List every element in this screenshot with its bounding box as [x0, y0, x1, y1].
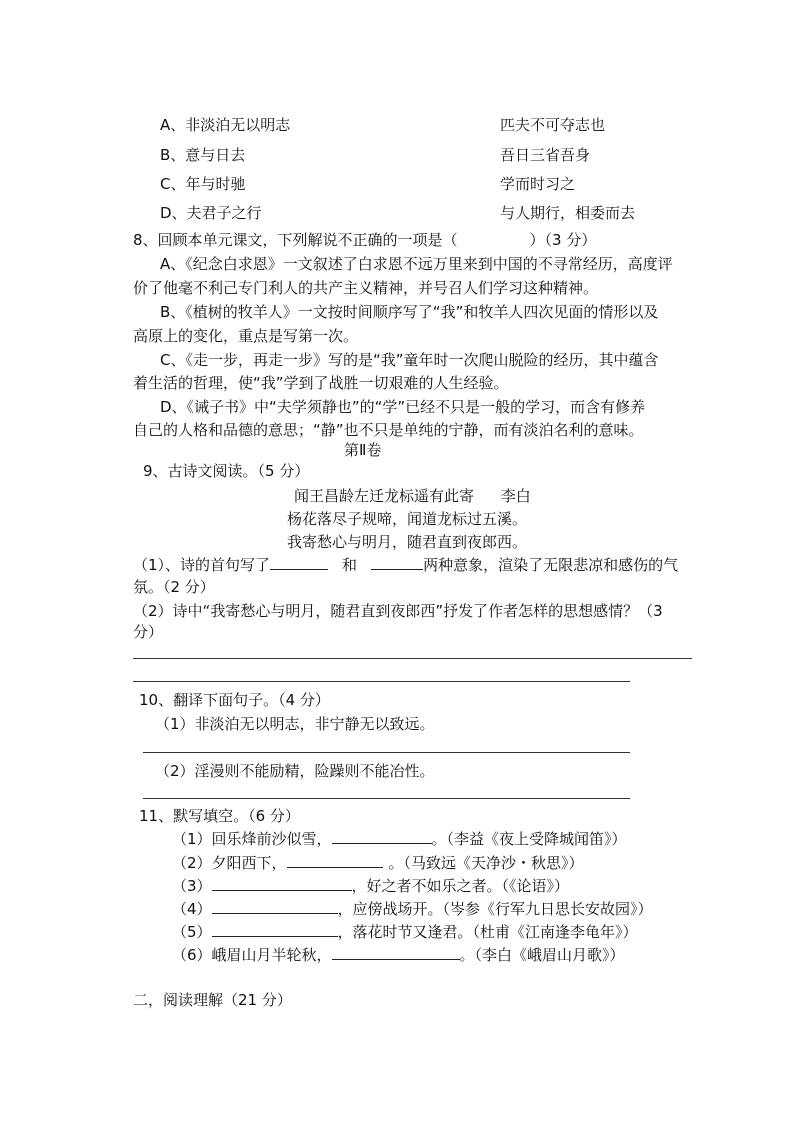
q8-option-a-line1: A、《纪念白求恩》一文叙述了白求恩不远万里来到中国的不寻常经历，高度评	[160, 255, 673, 273]
q11-line-6	[172, 945, 625, 965]
q11-line-2-suffix: 。（马致远《天净沙・秋思》）	[388, 854, 584, 872]
q11-blank-3[interactable]	[212, 876, 352, 891]
q8-option-a-line2: 价了他毫不利己专门利人的共产主义精神，并号召人们学习这种精神。	[133, 279, 599, 297]
q8-option-b-line2: 高原上的变化，重点是写第一次。	[133, 327, 359, 345]
q7-option-c-right: 学而时习之	[500, 175, 576, 193]
q11-line-1-suffix: 。（李益《夜上受降城闻笛》）	[431, 830, 627, 848]
q11-blank-1[interactable]	[332, 829, 432, 844]
q11-line-3-prefix: （3）	[172, 877, 212, 895]
q9-sub1-text: （1）、诗的首句写了	[133, 556, 271, 574]
q9-blank-2[interactable]	[371, 555, 423, 570]
part2-title: 二，阅读理解（21 分）	[133, 991, 292, 1009]
q10-stem: 10、翻译下面句子。（4 分）	[139, 691, 330, 709]
q7-option-a-right: 匹夫不可夺志也	[500, 116, 606, 134]
q8-option-c-line1: C、《走一步，再走一步》写的是“我”童年时一次爬山脱险的经历，其中蕴含	[160, 351, 659, 369]
section-title: 第Ⅱ卷	[344, 441, 382, 459]
q11-line-5-suffix: ，落花时节又逢君。（杜甫《江南逢李龟年》）	[337, 923, 638, 941]
q8-stem	[133, 230, 596, 250]
q11-blank-2[interactable]	[287, 853, 383, 868]
q7-option-d-right: 与人期行，相委而去	[500, 204, 636, 222]
q10-answer-line-2[interactable]	[143, 798, 630, 799]
q10-sentence-1: （1）非淡泊无以明志，非宁静无以致远。	[155, 715, 435, 733]
q11-blank-4[interactable]	[212, 899, 338, 914]
q9-stem: 9、古诗文阅读。（5 分）	[143, 462, 310, 480]
poem-author: 李白	[500, 487, 531, 505]
q8-option-b-line1: B、《植树的牧羊人》一文按时间顺序写了“我”和牧羊人四次见面的情形以及	[160, 303, 659, 321]
q10-sentence-2: （2）淫漫则不能励精，险躁则不能冶性。	[155, 762, 435, 780]
q7-option-d-left: D、夫君子之行	[160, 204, 262, 222]
q11-line-3-suffix: ，好之者不如乐之者。（《论语》）	[351, 877, 570, 895]
q9-sub1-and: 和	[342, 556, 358, 574]
q11-stem: 11、默写填空。（6 分）	[139, 807, 300, 825]
q11-line-6-suffix: 。（李白《峨眉山月歌》）	[459, 946, 625, 964]
q11-line-4-suffix: ，应傍战场开。（岑参《行军九日思长安故园》）	[337, 900, 653, 918]
q9-answer-line-2[interactable]	[133, 681, 630, 682]
q7-option-b-right: 吾日三省吾身	[500, 146, 591, 164]
q7-option-c-left: C、年与时驰	[160, 175, 246, 193]
poem-line-1: 杨花落尽子规啼，闻道龙标过五溪。	[287, 510, 528, 528]
q11-line-4	[172, 899, 653, 919]
q8-score: ）（3 分）	[529, 231, 597, 249]
q9-sub1-rest: 两种意象，渲染了无限悲凉和感伤的气	[423, 556, 679, 574]
q9-blank-1[interactable]	[270, 555, 328, 570]
q11-line-5	[172, 922, 638, 942]
q11-blank-5[interactable]	[212, 922, 338, 937]
poem-title: 闻王昌龄左迁龙标遥有此寄	[294, 487, 475, 505]
q11-line-5-prefix: （5）	[172, 923, 212, 941]
q9-sub2: （2）诗中“我寄愁心与明月，随君直到夜郎西”抒发了作者怎样的思想感情？（3	[133, 602, 663, 620]
q9-answer-line-1[interactable]	[133, 658, 692, 659]
q8-stem-text: 8、回顾本单元课文，下列解说不正确的一项是（	[133, 231, 458, 249]
q8-option-c-line2: 着生活的哲理，使“我”学到了战胜一切艰难的人生经验。	[133, 374, 509, 392]
q7-option-a-left: A、非淡泊无以明志	[160, 116, 291, 134]
q11-line-6-prefix: （6）峨眉山月半轮秋，	[172, 946, 332, 964]
q11-blank-6[interactable]	[332, 945, 460, 960]
q9-sub1-cont: 氛。（2 分）	[133, 578, 215, 596]
q8-option-d-line1: D、《诫子书》中“夫学须静也”的“学”已经不只是一般的学习，而含有修养	[160, 398, 646, 416]
poem-title-line	[294, 486, 531, 506]
q7-option-b	[160, 145, 591, 165]
q11-line-1-prefix: （1）回乐烽前沙似雪，	[172, 830, 332, 848]
q11-line-2	[172, 853, 584, 873]
q10-answer-line-1[interactable]	[143, 752, 630, 753]
q8-option-d-line2: 自己的人格和品德的意思；“静”也不只是单纯的宁静，而有淡泊名利的意味。	[133, 421, 644, 439]
q9-sub1	[133, 555, 678, 575]
q11-line-4-prefix: （4）	[172, 900, 212, 918]
q11-line-1	[172, 829, 627, 849]
poem-line-2: 我寄愁心与明月，随君直到夜郎西。	[287, 533, 528, 551]
q11-line-2-prefix: （2）夕阳西下，	[172, 854, 287, 872]
q7-option-c	[160, 174, 576, 194]
q7-option-b-left: B、意与日去	[160, 146, 246, 164]
q9-sub2-cont: 分）	[133, 623, 164, 641]
q11-line-3	[172, 876, 569, 896]
q7-option-a	[160, 115, 606, 135]
q7-option-d	[160, 203, 636, 223]
